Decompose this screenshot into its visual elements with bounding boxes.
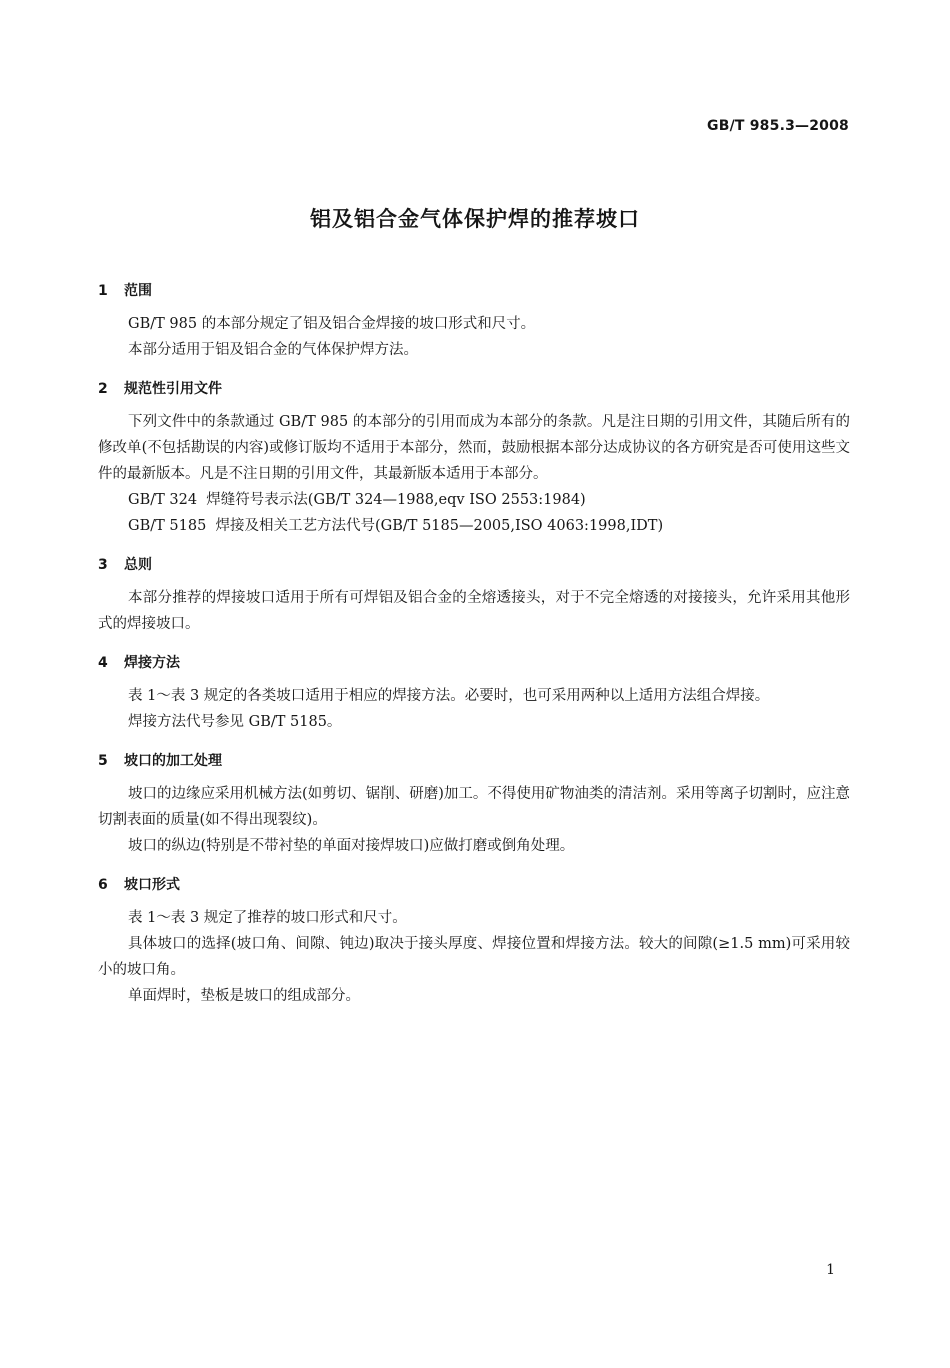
paragraph: 单面焊时，垫板是坡口的组成部分。 <box>128 988 360 1004</box>
section-normative-references <box>98 376 850 539</box>
section-heading <box>98 552 850 579</box>
document-title: 铝及铝合金气体保护焊的推荐坡口 <box>310 207 640 231</box>
section-groove-preparation <box>98 748 850 859</box>
page-number: 1 <box>826 1262 835 1278</box>
section-number: 6 <box>98 877 108 893</box>
standard-code: GB/T 985.3—2008 <box>707 118 849 134</box>
section-number: 4 <box>98 655 108 671</box>
section-heading <box>98 278 850 305</box>
section-title: 范围 <box>124 283 152 299</box>
section-welding-methods <box>98 650 850 735</box>
paragraph: 表 1～表 3 规定的各类坡口适用于相应的焊接方法。必要时，也可采用两种以上适用方法组合焊接。 <box>128 688 770 704</box>
section-title: 坡口的加工处理 <box>124 753 222 769</box>
paragraph: 表 1～表 3 规定了推荐的坡口形式和尺寸。 <box>128 910 407 926</box>
section-heading <box>98 748 850 775</box>
paragraph: 下列文件中的条款通过 GB/T 985 的本部分的引用而成为本部分的条款。凡是注日期的引用文件，其随后所有的修改单(不包括勘误的内容)或修订版均不适用于本部分，然而，鼓励根据本部分达成协议的各方研究是否可使用这些文件的最新版本。凡是不注日期的引用文件，其最新版本适用于本部分。 <box>98 414 850 482</box>
section-number: 5 <box>98 753 108 769</box>
paragraph: 本部分推荐的焊接坡口适用于所有可焊铝及铝合金的全熔透接头，对于不完全熔透的对接接头，允许采用其他形式的焊接坡口。 <box>98 590 850 632</box>
section-title: 坡口形式 <box>124 877 180 893</box>
paragraph: 焊接方法代号参见 GB/T 5185。 <box>128 714 342 730</box>
section-heading <box>98 376 850 403</box>
reference-item: GB/T 5185 焊接及相关工艺方法代号(GB/T 5185—2005,ISO 4063:1998,IDT) <box>128 518 664 534</box>
paragraph: 坡口的纵边(特别是不带衬垫的单面对接焊坡口)应做打磨或倒角处理。 <box>128 838 575 854</box>
document-body <box>98 278 850 1022</box>
section-number: 1 <box>98 283 108 299</box>
paragraph: 坡口的边缘应采用机械方法(如剪切、锯削、研磨)加工。不得使用矿物油类的清洁剂。采用等离子切割时，应注意切割表面的质量(如不得出现裂纹)。 <box>98 786 850 828</box>
section-title: 焊接方法 <box>124 655 180 671</box>
section-title: 规范性引用文件 <box>124 381 222 397</box>
section-number: 3 <box>98 557 108 573</box>
paragraph: GB/T 985 的本部分规定了铝及铝合金焊接的坡口形式和尺寸。 <box>128 316 536 332</box>
section-scope <box>98 278 850 363</box>
section-heading <box>98 872 850 899</box>
paragraph: 具体坡口的选择(坡口角、间隙、钝边)取决于接头厚度、焊接位置和焊接方法。较大的间隙(≥1.5 mm)可采用较小的坡口角。 <box>98 936 850 978</box>
reference-item: GB/T 324 焊缝符号表示法(GB/T 324—1988,eqv ISO 2553:1984) <box>128 492 586 508</box>
section-general <box>98 552 850 637</box>
paragraph: 本部分适用于铝及铝合金的气体保护焊方法。 <box>128 342 418 358</box>
section-number: 2 <box>98 381 108 397</box>
section-groove-forms <box>98 872 850 1009</box>
section-title: 总则 <box>124 557 152 573</box>
section-heading <box>98 650 850 677</box>
